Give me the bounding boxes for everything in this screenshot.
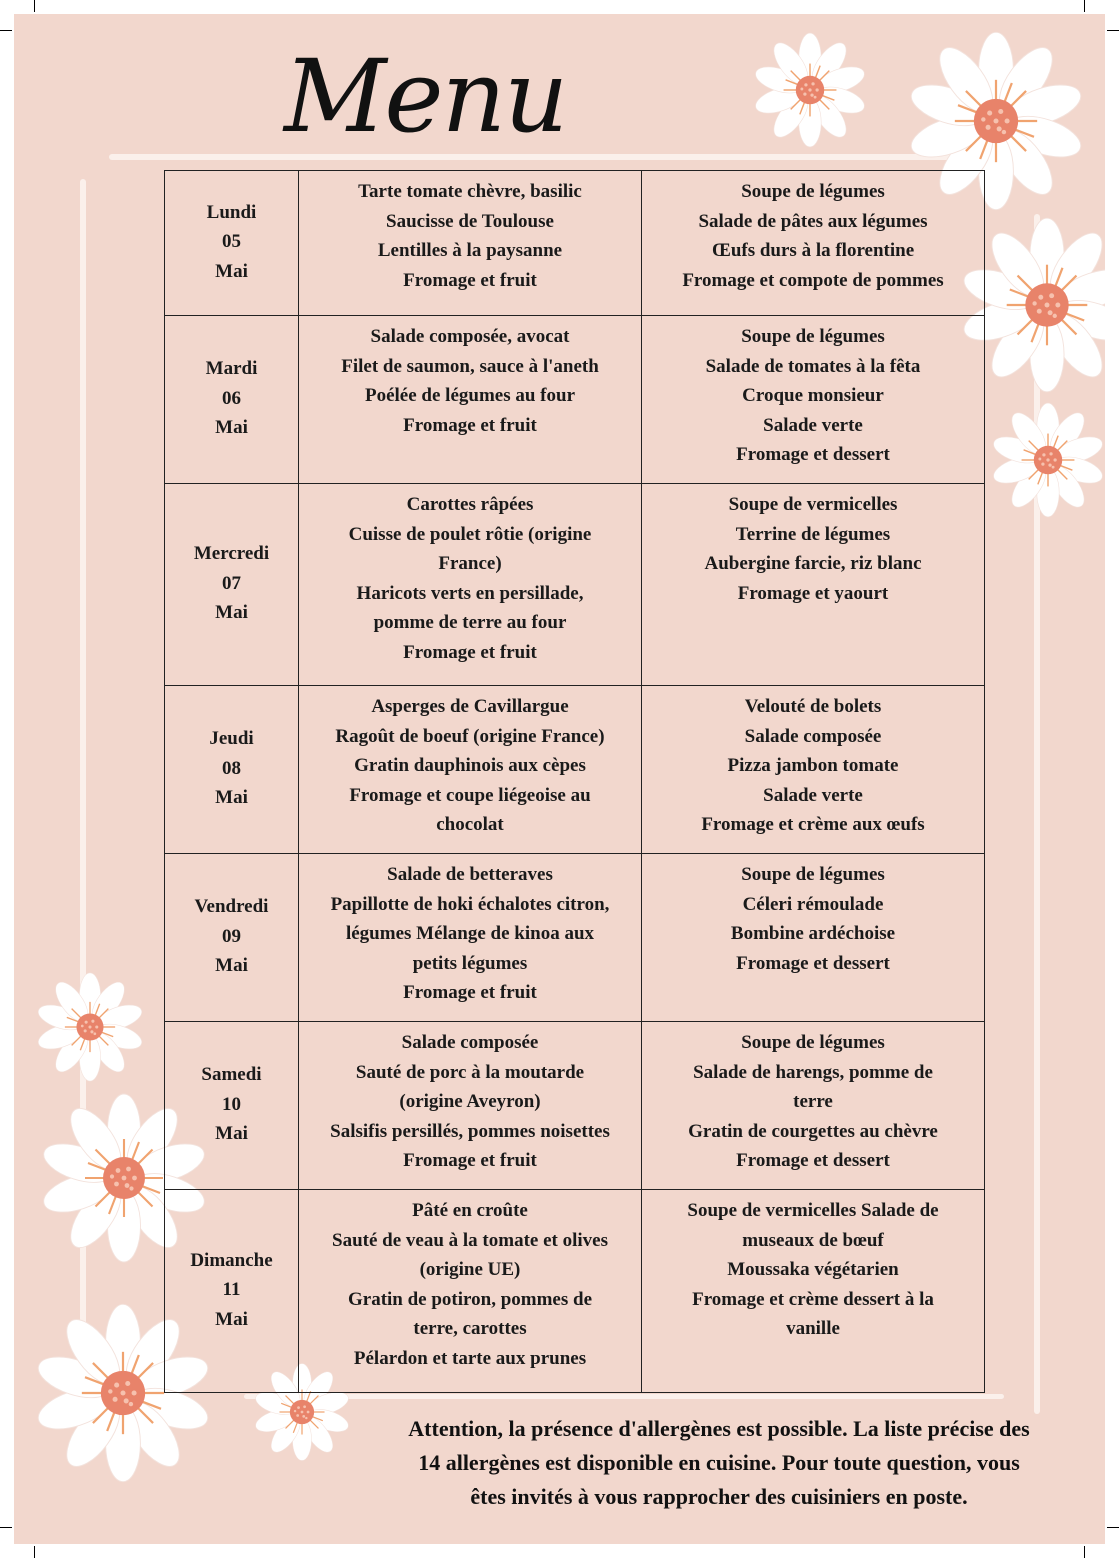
dish-item: terre, carottes bbox=[413, 1318, 527, 1339]
dish-item: Cuisse de poulet rôtie (origine bbox=[348, 523, 592, 545]
day-number: 11 bbox=[222, 1279, 241, 1301]
dish-item: Moussaka végétarien bbox=[727, 1259, 899, 1280]
dish-item: (origine UE) bbox=[419, 1259, 521, 1280]
allergen-note-line: êtes invités à vous rapprocher des cuisiniers en poste. bbox=[470, 1484, 968, 1509]
dish-item: Asperges de Cavillargue bbox=[371, 696, 569, 717]
dish-item: Fromage et dessert bbox=[736, 952, 890, 974]
brush-stroke-bottom bbox=[244, 1394, 1004, 1399]
dish-item: (origine Aveyron) bbox=[399, 1091, 541, 1112]
day-number: 07 bbox=[222, 572, 241, 594]
day-number: 05 bbox=[222, 231, 241, 253]
dish-item: Bombine ardéchoise bbox=[730, 923, 896, 944]
dish-item: Salade de betteraves bbox=[387, 864, 553, 885]
lunch-cell bbox=[299, 854, 642, 1022]
crop-mark bbox=[1084, 0, 1085, 12]
allergen-note-line: Attention, la présence d'allergènes est possible. La liste précise des bbox=[408, 1416, 1030, 1441]
dish-item: Salade de tomates à la fêta bbox=[705, 355, 921, 377]
day-name: Vendredi bbox=[194, 896, 269, 918]
day-cell bbox=[165, 1022, 299, 1190]
day-cell bbox=[165, 854, 299, 1022]
menu-page bbox=[14, 14, 1105, 1544]
lunch-cell bbox=[299, 484, 642, 686]
dish-item: Fromage et fruit bbox=[403, 269, 537, 291]
lunch-cell bbox=[299, 686, 642, 854]
dish-item: Fromage et fruit bbox=[403, 1150, 537, 1171]
day-name: Lundi bbox=[206, 201, 257, 223]
dish-item: Terrine de légumes bbox=[735, 523, 891, 545]
dish-item: Fromage et crème dessert à la bbox=[692, 1288, 934, 1310]
dish-item: Croque monsieur bbox=[742, 385, 884, 406]
dinner-cell bbox=[642, 1022, 985, 1190]
day-month: Mai bbox=[215, 1123, 248, 1145]
dish-item: Poélée de légumes au four bbox=[364, 385, 575, 406]
menu-row-mardi bbox=[165, 316, 985, 484]
dish-item: museaux de bœuf bbox=[742, 1229, 884, 1251]
day-cell bbox=[165, 1190, 299, 1393]
daisy-flower-icon bbox=[987, 399, 1105, 521]
dinner-cell bbox=[642, 854, 985, 1022]
dish-item: France) bbox=[438, 553, 502, 574]
day-cell bbox=[165, 316, 299, 484]
day-name: Dimanche bbox=[190, 1249, 273, 1271]
day-name: Mardi bbox=[205, 358, 258, 380]
dish-item: petits légumes bbox=[412, 952, 528, 974]
menu-table bbox=[164, 170, 985, 1393]
menu-row-dimanche bbox=[165, 1190, 985, 1393]
dish-item: Lentilles à la paysanne bbox=[377, 240, 563, 261]
dinner-cell bbox=[642, 686, 985, 854]
dish-item: chocolat bbox=[436, 814, 504, 835]
dish-item: Filet de saumon, sauce à l'aneth bbox=[341, 355, 599, 377]
dish-item: Pâté en croûte bbox=[412, 1200, 528, 1221]
dinner-cell bbox=[642, 484, 985, 686]
crop-mark bbox=[1107, 30, 1119, 31]
crop-mark bbox=[1084, 1546, 1085, 1558]
day-number: 06 bbox=[222, 387, 241, 409]
dish-item: Velouté de bolets bbox=[744, 696, 882, 717]
dish-item: Salade composée bbox=[401, 1032, 539, 1053]
crop-mark bbox=[0, 1527, 12, 1528]
dish-item: Fromage et fruit bbox=[403, 982, 537, 1003]
day-number: 10 bbox=[222, 1093, 241, 1115]
dish-item: Haricots verts en persillade, bbox=[356, 582, 584, 604]
day-name: Mercredi bbox=[193, 543, 270, 565]
day-name: Jeudi bbox=[209, 728, 254, 750]
day-month: Mai bbox=[215, 1308, 248, 1330]
dish-item: Céleri rémoulade bbox=[742, 893, 884, 915]
dish-item: Fromage et fruit bbox=[403, 641, 537, 663]
dish-item: Salsifis persillés, pommes noisettes bbox=[330, 1120, 610, 1142]
lunch-cell bbox=[299, 171, 642, 316]
dish-item: Soupe de légumes bbox=[741, 181, 885, 202]
day-month: Mai bbox=[215, 787, 248, 809]
crop-mark bbox=[34, 1546, 35, 1558]
allergen-note bbox=[359, 1412, 1079, 1514]
lunch-cell bbox=[299, 1022, 642, 1190]
lunch-cell bbox=[299, 316, 642, 484]
dish-item: Saucisse de Toulouse bbox=[386, 210, 554, 232]
dinner-cell bbox=[642, 171, 985, 316]
dinner-cell bbox=[642, 316, 985, 484]
dish-item: Aubergine farcie, riz blanc bbox=[704, 553, 922, 574]
crop-mark bbox=[0, 30, 12, 31]
dish-item: vanille bbox=[786, 1318, 840, 1339]
dish-item: Gratin de potiron, pommes de bbox=[347, 1288, 592, 1310]
dish-item: Salade de harengs, pomme de bbox=[693, 1061, 933, 1083]
menu-row-lundi bbox=[165, 171, 985, 316]
dish-item: Papillotte de hoki échalotes citron, bbox=[330, 893, 610, 915]
dish-item: Fromage et compote de pommes bbox=[682, 269, 944, 291]
day-cell bbox=[165, 686, 299, 854]
dish-item: Gratin de courgettes au chèvre bbox=[688, 1120, 938, 1142]
dish-item: Salade verte bbox=[763, 414, 863, 436]
dish-item: Salade de pâtes aux légumes bbox=[698, 210, 928, 232]
day-month: Mai bbox=[215, 417, 248, 439]
dish-item: Soupe de vermicelles Salade de bbox=[687, 1200, 939, 1221]
day-month: Mai bbox=[215, 955, 248, 977]
dish-item: Fromage et yaourt bbox=[737, 582, 889, 604]
dish-item: Œufs durs à la florentine bbox=[711, 240, 915, 261]
day-number: 08 bbox=[222, 757, 241, 779]
day-cell bbox=[165, 171, 299, 316]
dish-item: Salade composée bbox=[744, 725, 882, 747]
dish-item: Fromage et crème aux œufs bbox=[701, 814, 925, 835]
menu-row-mercredi bbox=[165, 484, 985, 686]
dish-item: Sauté de porc à la moutarde bbox=[355, 1061, 585, 1083]
allergen-note-line: 14 allergènes est disponible en cuisine. Pour toute question, vous bbox=[418, 1450, 1020, 1475]
dish-item: Pélardon et tarte aux prunes bbox=[353, 1347, 587, 1369]
dish-item: Tarte tomate chèvre, basilic bbox=[358, 181, 582, 202]
dish-item: Fromage et coupe liégeoise au bbox=[349, 784, 591, 806]
dish-item: pomme de terre au four bbox=[373, 612, 567, 633]
dish-item: Gratin dauphinois aux cèpes bbox=[354, 755, 586, 776]
day-name: Samedi bbox=[201, 1064, 262, 1086]
day-number: 09 bbox=[222, 925, 241, 947]
menu-row-jeudi bbox=[165, 686, 985, 854]
dish-item: Salade composée, avocat bbox=[370, 326, 570, 347]
day-month: Mai bbox=[215, 260, 248, 282]
dish-item: Pizza jambon tomate bbox=[727, 755, 899, 776]
daisy-flower-icon bbox=[32, 969, 148, 1085]
dish-item: Fromage et dessert bbox=[736, 444, 890, 465]
daisy-flower-icon bbox=[749, 29, 871, 151]
dish-item: Ragoût de boeuf (origine France) bbox=[335, 725, 605, 747]
crop-mark bbox=[1107, 1527, 1119, 1528]
dish-item: Soupe de légumes bbox=[741, 864, 885, 885]
crop-mark bbox=[34, 0, 35, 12]
dish-item: Soupe de légumes bbox=[741, 1032, 885, 1053]
menu-row-vendredi bbox=[165, 854, 985, 1022]
dish-item: légumes Mélange de kinoa aux bbox=[345, 923, 595, 944]
day-cell bbox=[165, 484, 299, 686]
dish-item: Fromage et dessert bbox=[736, 1150, 890, 1171]
dish-item: terre bbox=[793, 1091, 833, 1112]
lunch-cell bbox=[299, 1190, 642, 1393]
page-title: Menu bbox=[284, 38, 567, 155]
dish-item: Salade verte bbox=[763, 784, 863, 806]
menu-row-samedi bbox=[165, 1022, 985, 1190]
dish-item: Soupe de vermicelles bbox=[728, 494, 898, 515]
dish-item: Soupe de légumes bbox=[741, 326, 885, 347]
dish-item: Sauté de veau à la tomate et olives bbox=[332, 1229, 608, 1251]
dish-item: Fromage et fruit bbox=[403, 414, 537, 436]
day-month: Mai bbox=[215, 602, 248, 624]
dish-item: Carottes râpées bbox=[406, 494, 534, 515]
dinner-cell bbox=[642, 1190, 985, 1393]
